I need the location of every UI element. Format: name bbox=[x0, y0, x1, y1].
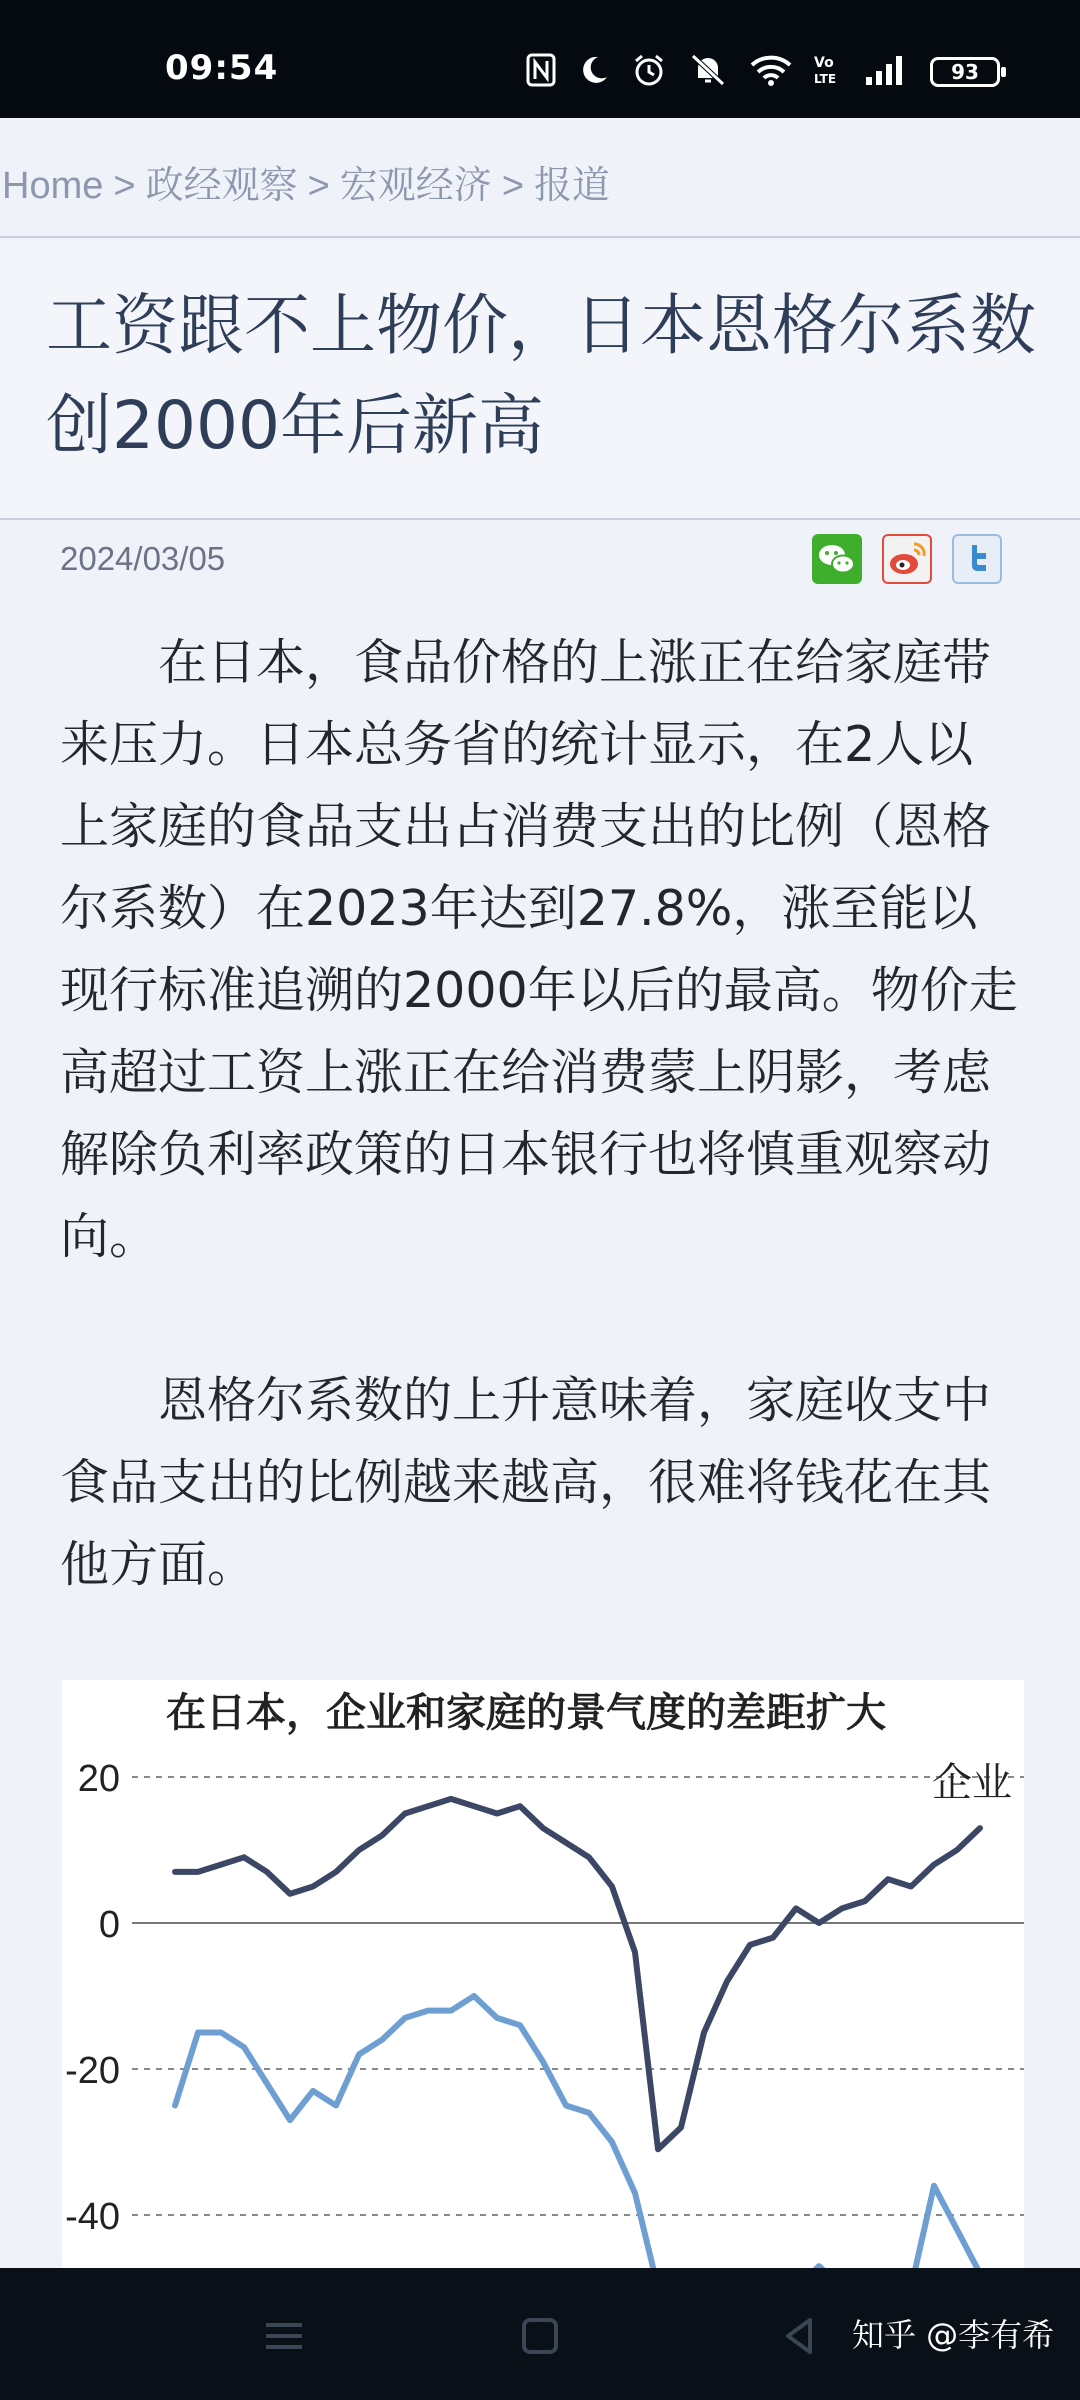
breadcrumb-separator: > bbox=[501, 165, 525, 207]
home-square-icon bbox=[510, 2306, 570, 2366]
moon-icon bbox=[578, 53, 610, 91]
menu-icon bbox=[254, 2306, 314, 2366]
battery-icon: 93 bbox=[930, 57, 1000, 87]
back-button[interactable] bbox=[770, 2306, 830, 2366]
chart-series bbox=[175, 1799, 980, 2270]
breadcrumb-separator: > bbox=[307, 165, 330, 207]
breadcrumb bbox=[0, 118, 1080, 238]
back-triangle-icon bbox=[770, 2306, 830, 2366]
status-time: 09:54 bbox=[165, 48, 279, 88]
article-title: 工资跟不上物价，日本恩格尔系数创2000年后新高 bbox=[46, 287, 1036, 464]
y-tick-label: -40 bbox=[65, 2196, 120, 2238]
weibo-icon bbox=[884, 536, 930, 582]
watermark: 知乎 @李有希 bbox=[852, 2316, 1055, 2354]
volte-icon bbox=[814, 53, 842, 91]
y-tick-label: 0 bbox=[98, 1904, 120, 1946]
alarm-icon bbox=[632, 53, 666, 91]
y-tick-label: 20 bbox=[77, 1758, 120, 1800]
weibo-share-button[interactable] bbox=[882, 534, 932, 584]
series-line-company bbox=[175, 1799, 980, 2149]
wifi-icon bbox=[750, 53, 792, 91]
chart-y-ticks bbox=[65, 1758, 120, 2238]
chart-title: 在日本，企业和家庭的景气度的差距扩大 bbox=[166, 1690, 886, 1736]
breadcrumb-politics[interactable]: 政经观察 bbox=[145, 165, 298, 207]
status-bar bbox=[0, 0, 1080, 118]
series-line-household bbox=[175, 1996, 980, 2270]
article-paragraph: 恩格尔系数的上升意味着，家庭收支中食品支出的比例越来越高，很难将钱花在其他方面。 bbox=[60, 1372, 992, 1593]
svg-text:Vo: Vo bbox=[814, 55, 834, 71]
article-body bbox=[60, 622, 1020, 1688]
breadcrumb-report[interactable]: 报道 bbox=[534, 165, 611, 207]
article-paragraph: 在日本，食品价格的上涨正在给家庭带来压力。日本总务省的统计显示，在2人以上家庭的食品支出占消费支出的比例（恩格尔系数）在2023年达到27.8%，涨至能以现行标准追溯的2000年以后的最高。物价走高超过工资上涨正在给消费蒙上阴影，考虑解除负利率政策的日本银行也将慎重观察动向。 bbox=[60, 634, 1018, 1265]
twitter-icon bbox=[954, 536, 1000, 582]
nfc-icon bbox=[526, 53, 556, 91]
series-label-company: 企业 bbox=[932, 1760, 1012, 1806]
twitter-share-button[interactable] bbox=[952, 534, 1002, 584]
menu-button[interactable] bbox=[254, 2306, 314, 2366]
wechat-share-button[interactable] bbox=[812, 534, 862, 584]
line-chart bbox=[62, 1680, 1024, 2270]
breadcrumb-separator: > bbox=[113, 165, 136, 207]
svg-text:LTE: LTE bbox=[814, 72, 837, 86]
chart-image bbox=[62, 1680, 1024, 2270]
breadcrumb-macro-economy[interactable]: 宏观经济 bbox=[339, 165, 492, 207]
wechat-icon bbox=[812, 534, 862, 584]
title-section bbox=[0, 240, 1080, 520]
y-tick-label: -20 bbox=[65, 2050, 120, 2092]
article-date: 2024/03/05 bbox=[60, 540, 226, 577]
home-button[interactable] bbox=[510, 2306, 570, 2366]
chart-grid bbox=[132, 1777, 1024, 2215]
status-icons bbox=[526, 50, 1000, 94]
mute-icon bbox=[688, 53, 728, 91]
breadcrumb-home[interactable]: Home bbox=[2, 165, 104, 207]
signal-icon bbox=[864, 53, 908, 91]
